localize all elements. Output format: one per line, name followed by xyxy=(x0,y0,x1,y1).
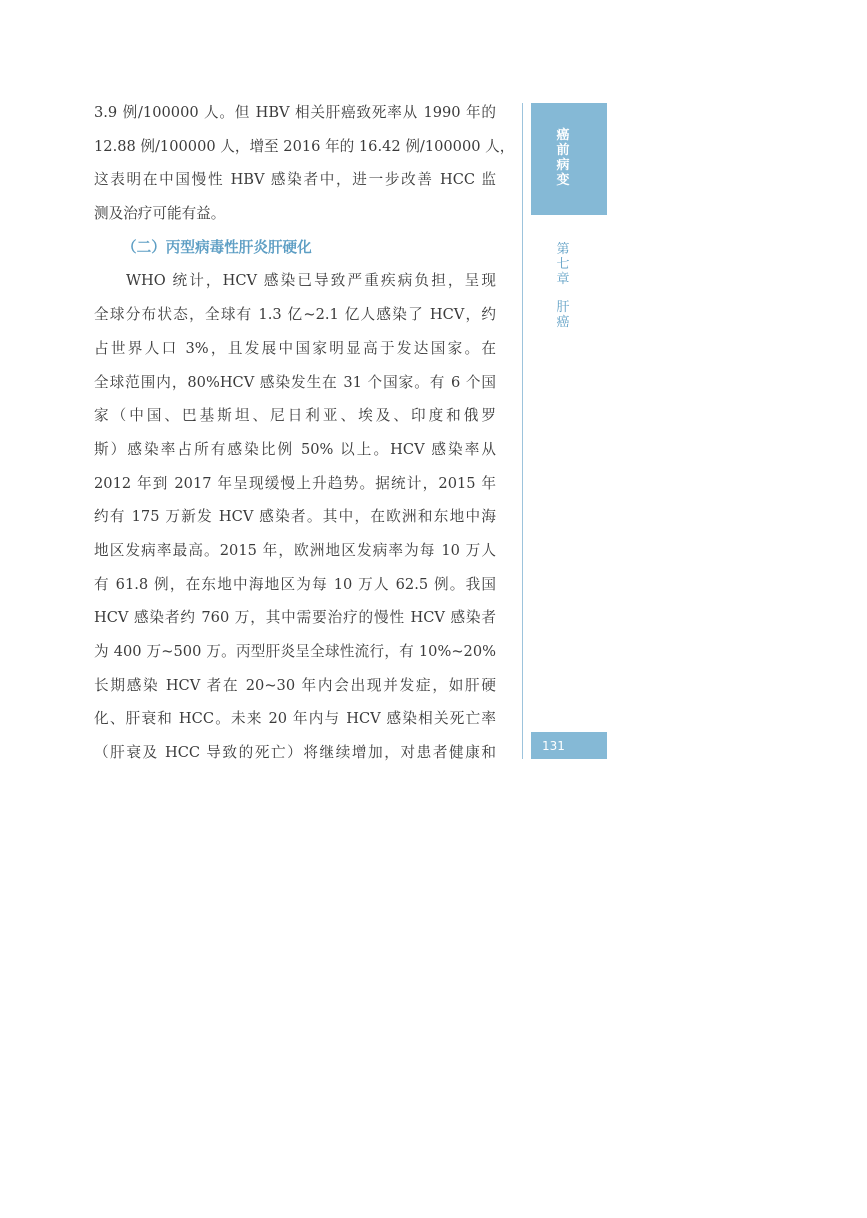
paragraph-line: 为 400 万~500 万。丙型肝炎呈全球性流行，有 10%~20% xyxy=(94,643,496,660)
paragraph-line: 约有 175 万新发 HCV 感染者。其中，在欧洲和东地中海 xyxy=(94,508,496,526)
section-tab-label: 癌前病变 xyxy=(556,128,570,188)
paragraph-line: 全球范围内，80%HCV 感染发生在 31 个国家。有 6 个国 xyxy=(94,373,496,391)
page-number: 131 xyxy=(542,739,565,753)
paragraph-line: 长期感染 HCV 者在 20~30 年内会出现并发症，如肝硬 xyxy=(94,676,496,694)
paragraph-line: 有 61.8 例，在东地中海地区为每 10 万人 62.5 例。我国 xyxy=(94,575,496,593)
paragraph-line: 地区发病率最高。2015 年，欧洲地区发病率为每 10 万人 xyxy=(94,541,496,559)
paragraph-line: 占世界人口 3%，且发展中国家明显高于发达国家。在 xyxy=(94,339,496,357)
main-text xyxy=(94,96,515,770)
body-line: 12.88 例/100000 人，增至 2016 年的 16.42 例/100000 人， xyxy=(94,137,515,155)
body-line: 测及治疗可能有益。 xyxy=(94,205,226,223)
paragraph-line: WHO 统计，HCV 感染已导致严重疾病负担，呈现 xyxy=(126,272,496,290)
body-line: 3.9 例/100000 人。但 HBV 相关肝癌致死率从 1990 年的 xyxy=(94,104,496,121)
paragraph-line: 斯）感染率占所有感染比例 50% 以上。HCV 感染率从 xyxy=(94,440,496,458)
paragraph-line: （肝衰及 HCC 导致的死亡）将继续增加，对患者健康和 xyxy=(94,744,496,762)
paragraph-line: HCV 感染者约 760 万，其中需要治疗的慢性 HCV 感染者 xyxy=(94,609,496,627)
section-heading: （二）丙型病毒性肝炎肝硬化 xyxy=(122,238,312,256)
sidebar-divider xyxy=(522,103,523,759)
paragraph-line: 化、肝衰和 HCC。未来 20 年内与 HCV 感染相关死亡率 xyxy=(94,710,496,728)
chapter-label: 第七章 xyxy=(556,242,570,287)
paragraph-line: 2012 年到 2017 年呈现缓慢上升趋势。据统计，2015 年 xyxy=(94,474,496,492)
chapter-title: 肝癌 xyxy=(556,300,570,330)
paragraph-line: 家（中国、巴基斯坦、尼日利亚、埃及、印度和俄罗 xyxy=(94,407,496,425)
body-line: 这表明在中国慢性 HBV 感染者中，进一步改善 HCC 监 xyxy=(94,171,496,189)
paragraph-line: 全球分布状态，全球有 1.3 亿~2.1 亿人感染了 HCV，约 xyxy=(94,306,496,324)
